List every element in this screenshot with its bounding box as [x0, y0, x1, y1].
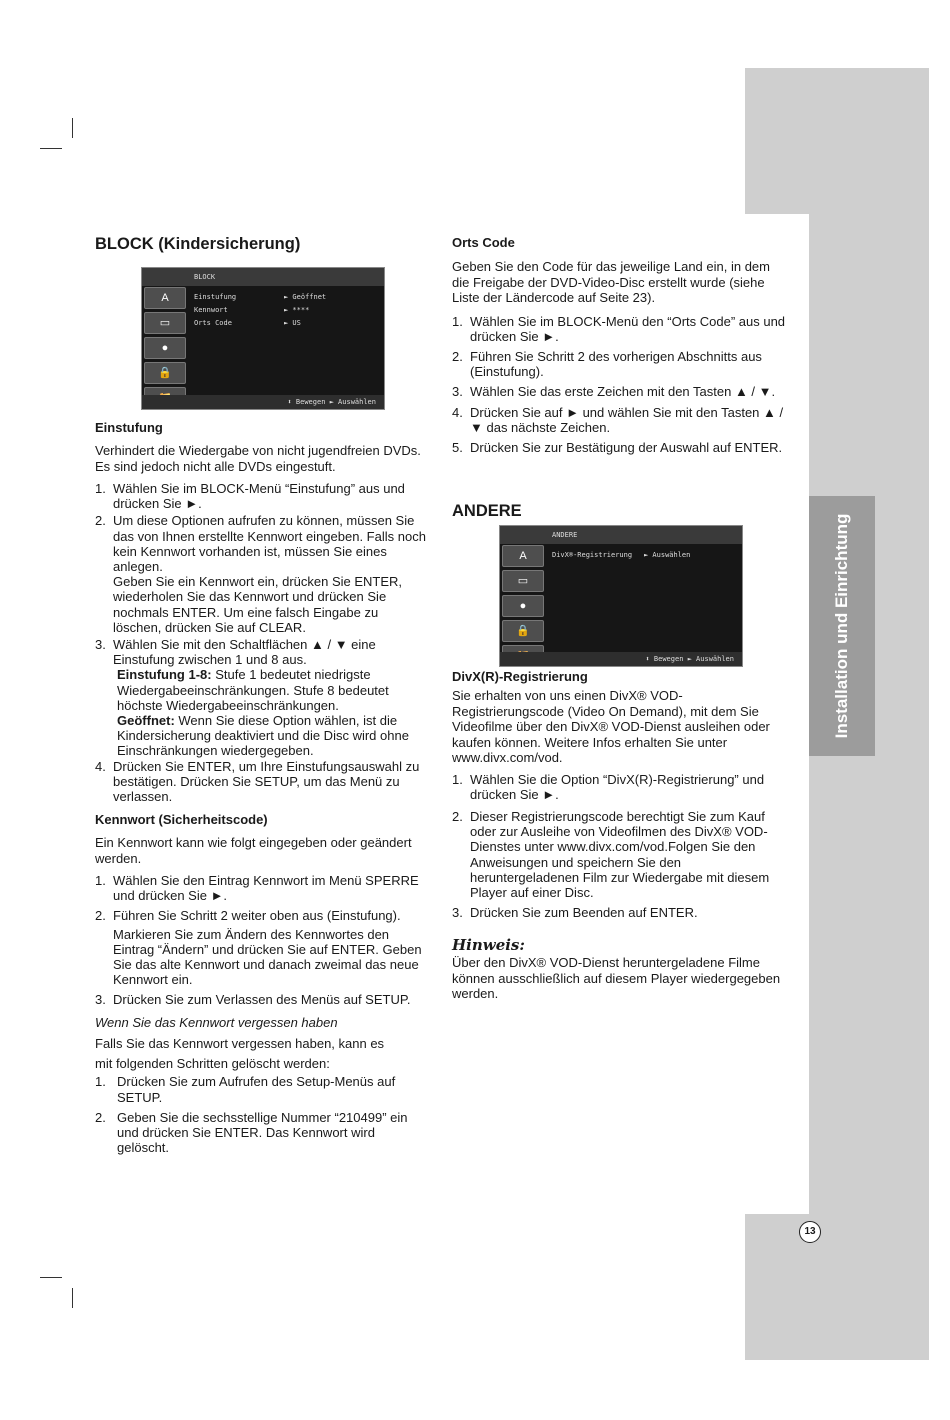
- list-item: [95, 759, 430, 805]
- forgot-intro-line1: Falls Sie das Kennwort vergessen haben, kann es: [95, 1036, 385, 1052]
- step-number: 2.: [452, 348, 463, 364]
- list-item: [452, 772, 787, 802]
- section-tab: [809, 496, 875, 756]
- screen-footer: ⬍ Bewegen ► Auswählen: [500, 652, 742, 666]
- list-item: [95, 481, 430, 511]
- step-text: Um diese Optionen aufrufen zu können, müssen Sie das von Ihnen erstellte Kennwort eingeben. Falls noch kein Kennwort vorhanden ist, müssen Sie eines anlegen.: [113, 513, 426, 575]
- step-number: 4.: [95, 758, 106, 774]
- step-text: Wählen Sie die Option “DivX(R)-Registrierung” und drücken Sie ►.: [470, 771, 765, 802]
- step3-option-open: [95, 713, 430, 759]
- step-text: Drücken Sie zur Bestätigung der Auswahl auf ENTER.: [470, 439, 783, 455]
- language-icon: A: [144, 287, 186, 309]
- andere-menu-screenshot: [499, 525, 743, 667]
- section-title-block: BLOCK (Kindersicherung): [95, 235, 301, 253]
- screen-icon-column: [502, 545, 544, 648]
- crop-mark: [40, 148, 62, 149]
- list-item: [95, 1074, 430, 1104]
- forgot-intro-line2: mit folgenden Schritten gelöscht werden:: [95, 1055, 330, 1071]
- section-tab-label: Installation und Einrichtung: [832, 513, 851, 739]
- step-number: 3.: [95, 991, 106, 1007]
- screen-row-divx: [552, 551, 690, 559]
- list-item: [95, 513, 430, 574]
- display-icon: ▭: [144, 312, 186, 334]
- einstufung-heading: Einstufung: [95, 420, 163, 435]
- list-item: [95, 1110, 430, 1156]
- step-text: Drücken Sie auf ► und wählen Sie mit den Tasten ▲ / ▼ das nächste Zeichen.: [470, 404, 784, 435]
- kennwort-intro: Ein Kennwort kann wie folgt eingegeben oder geändert werden.: [95, 835, 412, 866]
- lock-icon: 🔒: [144, 362, 186, 384]
- option-label: Einstufung 1-8:: [117, 667, 212, 683]
- screen-row-value: ► ****: [284, 306, 310, 314]
- note-text: Über den DivX® VOD-Dienst heruntergeladene Filme können ausschließlich auf diesem Player wiedergegeben werden.: [452, 955, 781, 1002]
- list-item: [452, 384, 787, 399]
- screen-row-label: Orts Code: [194, 319, 232, 327]
- screen-row-label: Kennwort: [194, 306, 228, 314]
- audio-icon: ●: [144, 337, 186, 359]
- step-text: Wählen Sie den Eintrag Kennwort im Menü SPERRE und drücken Sie ►.: [113, 873, 419, 904]
- screen-row-value: ► US: [284, 319, 301, 327]
- section-title-andere: ANDERE: [452, 502, 522, 520]
- right-column-top: [452, 235, 787, 455]
- step-number: 1.: [452, 771, 463, 787]
- divx-intro: Sie erhalten von uns einen DivX® VOD-Registrierungscode (Video On Demand), mit dem Sie Videofilme über den DivX® VOD-Dienst ausleihen oder kaufen können. Weitere Infos erhalten Sie unter www.divx.com/vod.: [452, 688, 770, 765]
- screen-row-label: Einstufung: [194, 293, 237, 301]
- screen-header: BLOCK: [142, 268, 384, 286]
- step-number: 3.: [95, 637, 106, 653]
- divx-steps: [452, 772, 787, 921]
- step-text: Führen Sie Schritt 2 des vorherigen Abschnitts aus (Einstufung).: [470, 348, 762, 380]
- step-text: Wählen Sie im BLOCK-Menü den “Orts Code” aus und drücken Sie ►.: [470, 313, 786, 344]
- display-icon: ▭: [502, 570, 544, 592]
- list-item: [95, 637, 430, 667]
- right-column-bottom: [452, 669, 787, 1002]
- lock-icon: 🔒: [502, 620, 544, 642]
- list-item: [452, 349, 787, 379]
- step-number: 1.: [95, 873, 106, 889]
- step-text: Drücken Sie zum Beenden auf ENTER.: [470, 905, 698, 921]
- einstufung-step3: [95, 637, 430, 667]
- step-text: Wählen Sie im BLOCK-Menü “Einstufung” aus und drücken Sie ►.: [113, 481, 405, 512]
- crop-mark: [40, 1277, 62, 1278]
- screen-footer: ⬍ Bewegen ► Auswählen: [142, 395, 384, 409]
- audio-icon: ●: [502, 595, 544, 617]
- list-item: [452, 314, 787, 344]
- screen-row-orts-code: [194, 319, 301, 327]
- option-label: Geöffnet:: [117, 713, 175, 729]
- page-number: 13: [799, 1221, 821, 1243]
- step-number: 5.: [452, 439, 463, 455]
- screen-header: ANDERE: [500, 526, 742, 544]
- forgot-steps: [95, 1074, 430, 1155]
- left-column: [95, 420, 430, 1155]
- orts-code-heading: Orts Code: [452, 235, 515, 250]
- step-number: 3.: [452, 905, 463, 921]
- list-item: [95, 992, 430, 1007]
- list-item: [95, 908, 430, 923]
- step-text: Wählen Sie mit den Schaltflächen ▲ / ▼ eine Einstufung zwischen 1 und 8 aus.: [113, 637, 376, 668]
- screen-row-kennwort: [194, 306, 309, 314]
- step3-option-levels: [95, 667, 430, 713]
- step-number: 1.: [95, 481, 106, 496]
- forgot-heading: Wenn Sie das Kennwort vergessen haben: [95, 1014, 338, 1030]
- crop-mark: [72, 1288, 73, 1308]
- language-icon: A: [502, 545, 544, 567]
- screen-row-value: ► Auswählen: [644, 551, 691, 559]
- step2-extra: Geben Sie ein Kennwort ein, drücken Sie ENTER, wiederholen Sie das Kennwort und drücken Sie nochmals ENTER. Um eine falsch Eingabe zu löschen, drücken Sie auf CLEAR.: [113, 574, 403, 635]
- list-item: [452, 405, 787, 435]
- orts-code-steps: [452, 314, 787, 456]
- step-number: 2.: [95, 513, 106, 529]
- list-item: [452, 809, 787, 900]
- step-number: 2.: [95, 907, 106, 923]
- list-item: [452, 905, 787, 920]
- step-text: Wählen Sie das erste Zeichen mit den Tasten ▲ / ▼.: [470, 384, 776, 400]
- side-band-bottom: [745, 1214, 929, 1360]
- screen-row-einstufung: [194, 293, 326, 301]
- list-item: [95, 873, 430, 903]
- option-text: Stufe 1 bedeutet niedrigste Wiedergabeeinschränkungen. Stufe 8 bedeutet höchste Wiedergabeeinschränkungen.: [117, 667, 389, 713]
- step-text: Dieser Registrierungscode berechtigt Sie zum Kauf oder zur Ausleihe von Videofilmen des DivX® VOD-Dienstes unter www.divx.com/vod.Folgen Sie den Anweisungen und speichern Sie den heruntergeladenen Film zur Wiedergabe mit diesem Player auf einer Disc.: [470, 808, 770, 900]
- crop-mark: [72, 118, 73, 138]
- step-text: Drücken Sie zum Aufrufen des Setup-Menüs auf SETUP.: [117, 1074, 396, 1105]
- kennwort-step3: [95, 992, 430, 1007]
- screen-row-label: DivX®-Registrierung: [552, 551, 633, 559]
- step-text: Drücken Sie ENTER, um Ihre Einstufungsauswahl zu bestätigen. Drücken Sie SETUP, um das Menü zu verlassen.: [113, 758, 420, 805]
- step-number: 1.: [95, 1074, 106, 1090]
- screen-row-value: ► Geöffnet: [284, 293, 327, 301]
- kennwort-steps: [95, 873, 430, 923]
- step-number: 2.: [95, 1109, 106, 1125]
- step-text: Führen Sie Schritt 2 weiter oben aus (Einstufung).: [113, 907, 401, 923]
- note-heading: Hinweis:: [452, 936, 525, 955]
- step-number: 4.: [452, 404, 463, 420]
- einstufung-steps: [95, 481, 430, 574]
- orts-code-intro: Geben Sie den Code für das jeweilige Land ein, in dem die Freigabe der DVD-Video-Disc erstellt wurde (siehe Liste der Ländercode auf Seite 23).: [452, 259, 770, 305]
- step-number: 2.: [452, 808, 463, 824]
- step-text: Drücken Sie zum Verlassen des Menüs auf SETUP.: [113, 991, 411, 1007]
- einstufung-intro: Verhindert die Wiedergabe von nicht jugendfreien DVDs. Es sind jedoch nicht alle DVDs eingestuft.: [95, 443, 421, 474]
- kennwort-heading: Kennwort (Sicherheitscode): [95, 812, 268, 828]
- step-number: 1.: [452, 313, 463, 329]
- step-number: 3.: [452, 384, 463, 400]
- screen-icon-column: [144, 287, 186, 391]
- side-band-top: [745, 68, 929, 214]
- option-text: Wenn Sie diese Option wählen, ist die Kindersicherung deaktiviert und die Disc wird ohne Einschränkungen wiedergegeben.: [117, 713, 409, 759]
- block-menu-screenshot: [141, 267, 385, 410]
- list-item: [452, 440, 787, 455]
- divx-heading: DivX(R)-Registrierung: [452, 669, 588, 684]
- step-text: Geben Sie die sechsstellige Nummer “210499” ein und drücken Sie ENTER. Das Kennwort wird gelöscht.: [117, 1109, 408, 1156]
- kennwort-step2-extra: Markieren Sie zum Ändern des Kennwortes den Eintrag “Ändern” und drücken Sie auf ENTER. Geben Sie das alte Kennwort und danach zweimal das neue Kennwort ein.: [113, 926, 422, 988]
- einstufung-step4: [95, 759, 430, 805]
